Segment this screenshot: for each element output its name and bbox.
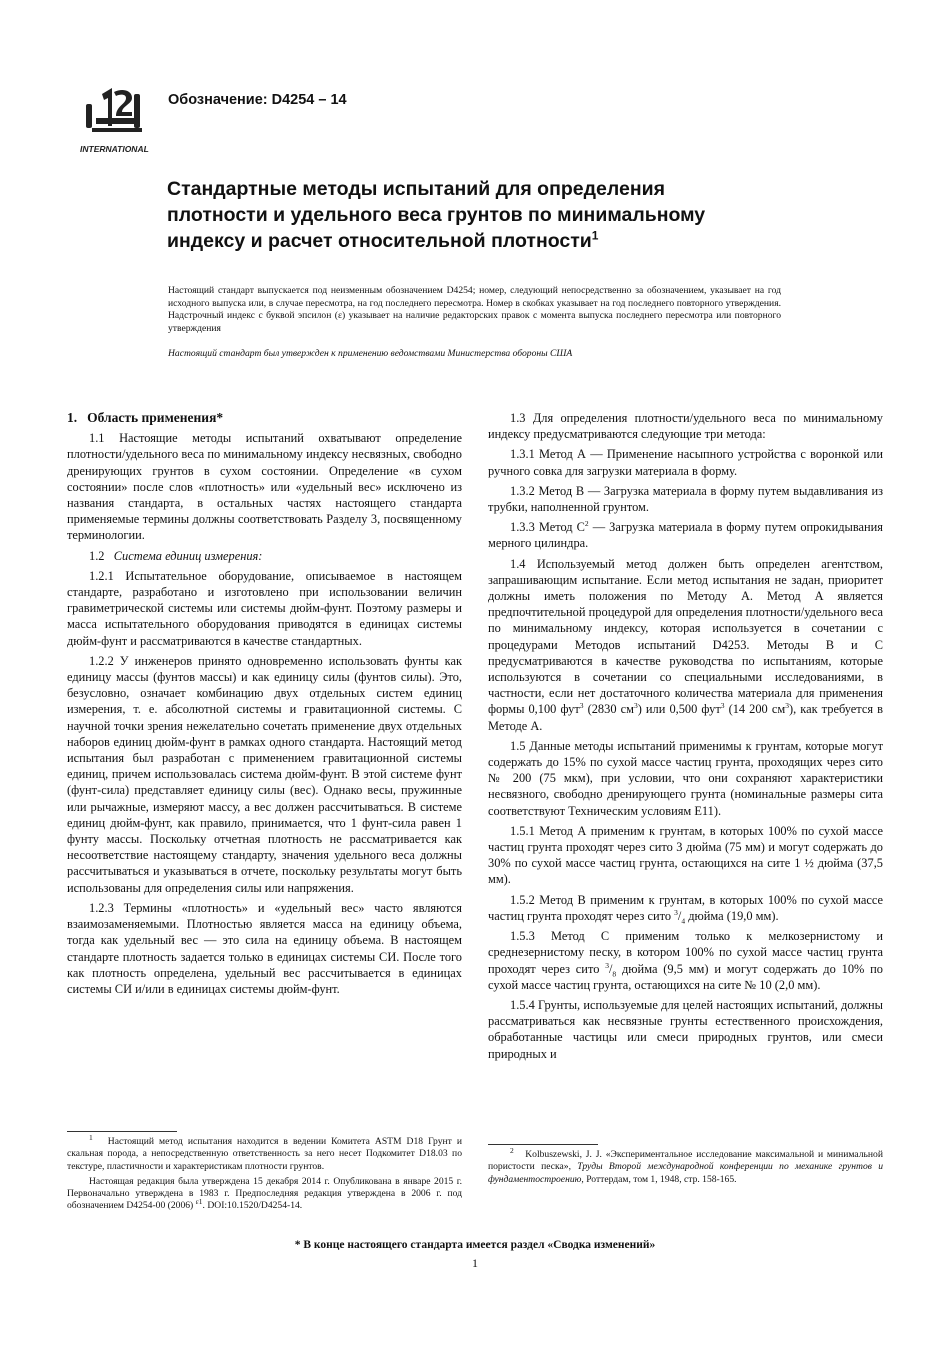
footnote-2: $^2$ Kolbuszewski, J. J. «Экспериментальное исследование максимальной и минимальной пористости песка», Труды Второй международной конференции по механике грунтов и фундаментостроению, Роттердам, том 1, 1948, стр. 158-165. xyxy=(488,1145,883,1185)
paragraph-1-3-2: 1.3.2 Метод В — Загрузка материала в форму путем выдавливания из трубки, наполненной грунтом. xyxy=(488,483,883,515)
paragraph-1-3: 1.3 Для определения плотности/удельного веса по минимальному индексу предусматриваются следующие три метода: xyxy=(488,411,883,442)
footnote-rule xyxy=(67,1131,177,1132)
paragraph-1-5-4: 1.5.4 Грунты, используемые для целей настоящих испытаний, должны рассматриваться как несвязные грунты естественного происхождения, обработанные частицы или смеси природных грунтов, или смеси природных и xyxy=(488,997,883,1061)
footnotes-left xyxy=(67,1131,462,1216)
paragraph-1-5: 1.5 Данные методы испытаний применимы к грунтам, которые могут содержать до 15% по сухой массе частиц грунта, проходящих через сито № 200 (75 мкм), при условии, что они сохраняют характеристики несвязного, свободно дренирующего грунта (номинальные размеры сита соответствуют Техническим условиям Е11). xyxy=(488,738,883,818)
intro-paragraph: Настоящий стандарт выпускается под неизменным обозначением D4254; номер, следующий непосредственно за обозначением, указывает на год исходного выпуска или, в случае пересмотра, на год последнего пересмотра. Номер в скобках указывает на год последнего повторного утверждения. Надстрочный индекс с буквой эпсилон (ε) указывает на наличие редакторских правок с момента выпуска последнего пересмотра или повторного утверждения xyxy=(168,285,781,334)
footnote-1-revision: Настоящая редакция была утверждена 15 декабря 2014 г. Опубликована в январе 2015 г. Первоначально утверждена в 1983 г. Предпоследняя редакция утверждена в 2006 г. под обозначением D4254-00 (2006) $^{\varepsilon 1}$. DOI:10.1520/D4254-14. xyxy=(67,1175,462,1212)
footnotes-right xyxy=(488,1144,883,1189)
paragraph-1-5-3: 1.5.3 Метод С применим только к мелкозернистому и среднезернистому песку, в котором 100% по сухой массе частиц грунта проходят через сито $^3/_8$ дюйма (9,5 мм) и могут содержать до 10% по сухой массе частиц грунта, остающихся на сите № 10 (2,0 мм). xyxy=(488,929,883,992)
paragraph-1-2: 1.2 Система единиц измерения: xyxy=(89,548,263,563)
footnote-1: $^1$ Настоящий метод испытания находится в ведении Комитета ASTM D18 Грунт и скальная порода, а непосредственную ответственность за него несет Подкомитет D18.03 по текстуре, пластичности и характеристикам плотности грунтов. xyxy=(67,1132,462,1172)
paragraph-1-4: 1.4 Используемый метод должен быть определен агентством, запрашивающим испытание. Если метод испытания не задан, приоритет должны иметь положения по Методу А. Метод А является предпочтительной процедурой для определения плотности/удельного веса по минимальному индексу, которая используется в сочетании с процедурами Методов испытаний D4253. Методы В и С предусматриваются в качестве руководства по испытаниям, которые используются в сочетании со специальными исследованиями, в частности, если нет достаточного количества материала для применения формы 0,100 фут$^3$ (2830 $см^3$) или 0,500 фут$^3$ (14 200 $см^3$), как требуется в Методе А. xyxy=(488,556,883,733)
astm-logo xyxy=(78,86,158,156)
right-column xyxy=(488,410,883,1066)
paragraph-1-2-1: 1.2.1 Испытательное оборудование, описываемое в настоящем стандарте, разработано и изготовлено при использовании величин гравиметрической системы или системы дюйм-фунт. Поэтому размеры и масса испытательного оборудования приводятся в единицах системы дюйм-фунт и рассматриваются в качестве стандартных. xyxy=(67,568,462,648)
document-title: Стандартные методы испытаний для определения плотности и удельного веса грунтов по минимальному индексу и расчет относительной плотности$^1$ xyxy=(167,178,706,252)
designation: Обозначение: D4254 – 14 xyxy=(168,92,347,108)
paragraph-1-5-1: 1.5.1 Метод А применим к грунтам, в которых 100% по сухой массе частиц грунта проходят через сито 3 дюйма (75 мм) и могут содержать до 30% по сухой массе частиц грунта, остающихся на сите 1 ½ дюйма (37,5 мм). xyxy=(488,823,883,887)
paragraph-1-3-3: 1.3.3 Метод $С^2$ — Загрузка материала в форму путем опрокидывания мерного цилиндра. xyxy=(488,519,883,551)
footnote-rule xyxy=(488,1144,598,1145)
logo-text: INTERNATIONAL xyxy=(80,144,149,154)
paragraph-1-2-2: 1.2.2 У инженеров принято одновременно использовать фунты как единицу массы (фунтов массы) и как единицу силы (фунтов силы). Это, безусловно, означает комбинацию двух отдельных систем единиц измерения, т. е. абсолютной системы и гравитационной системы. С научной точки зрения нежелательно сочетать применение двух отдельных наборов единиц дюйм-фунт в рамках одного стандарта. Настоящий метод испытания был разработан с применением гравитационной системы единиц, причем использовалась система дюйм-фунт. В этой системе фунт (фунт-сила) представляет единицу силы (вес). Однако весы, пружинные или рычажные, измеряют массу, а вес должен рассчитываться. В системе единиц дюйм-фунт, как правило, принимается, что 1 фунт-сила равен 1 фунту массы. Поскольку отчетная плотность не рассматривается как несоответствие настоящему стандарту, значения удельного веса должны рассчитываться и указываться в отчете, поскольку результаты могут быть использованы для определения силы или напряжения. xyxy=(67,653,462,895)
paragraph-1-2-3: 1.2.3 Термины «плотность» и «удельный вес» часто являются взаимозаменяемыми. Плотностью является масса на единицу объема, тогда как удельный вес — это сила на единицу объема. В настоящем стандарте плотность задается только в единицах системы СИ. После того как плотность определена, удельный вес рассчитывается в единицах системы СИ и/или в единицах системы дюйм-фунт. xyxy=(67,900,462,996)
paragraph-1-5-2: 1.5.2 Метод В применим к грунтам, в которых 100% по сухой массе частиц грунта проходят через сито $^3/_4$ дюйма (19,0 мм). xyxy=(488,892,883,926)
summary-of-changes-note: * В конце настоящего стандарта имеется раздел «Сводка изменений» xyxy=(294,1239,656,1251)
paragraph-1-1: 1.1 Настоящие методы испытаний охватывают определение плотности/удельного веса по минимальному индексу несвязных, свободно дренирующих грунтов в сухом состоянии. Определение «в сухом состоянии» после слов «плотность» или «удельный вес» исключено из названия стандарта, в остальных частях настоящего стандарта применяемые термины должны соответствовать Разделу 3, посвященному терминологии. xyxy=(67,431,462,543)
section-heading: 1. Область применения* xyxy=(67,410,224,425)
paragraph-1-3-1: 1.3.1 Метод А — Применение насыпного устройства с воронкой или ручного совка для загрузки материала в форму. xyxy=(488,447,883,478)
page-number: 1 xyxy=(472,1256,478,1270)
title-footnote-mark: 1 xyxy=(591,228,599,243)
approval-note: Настоящий стандарт был утвержден к применению ведомствами Министерства обороны США xyxy=(168,348,573,359)
left-column xyxy=(67,410,462,1001)
